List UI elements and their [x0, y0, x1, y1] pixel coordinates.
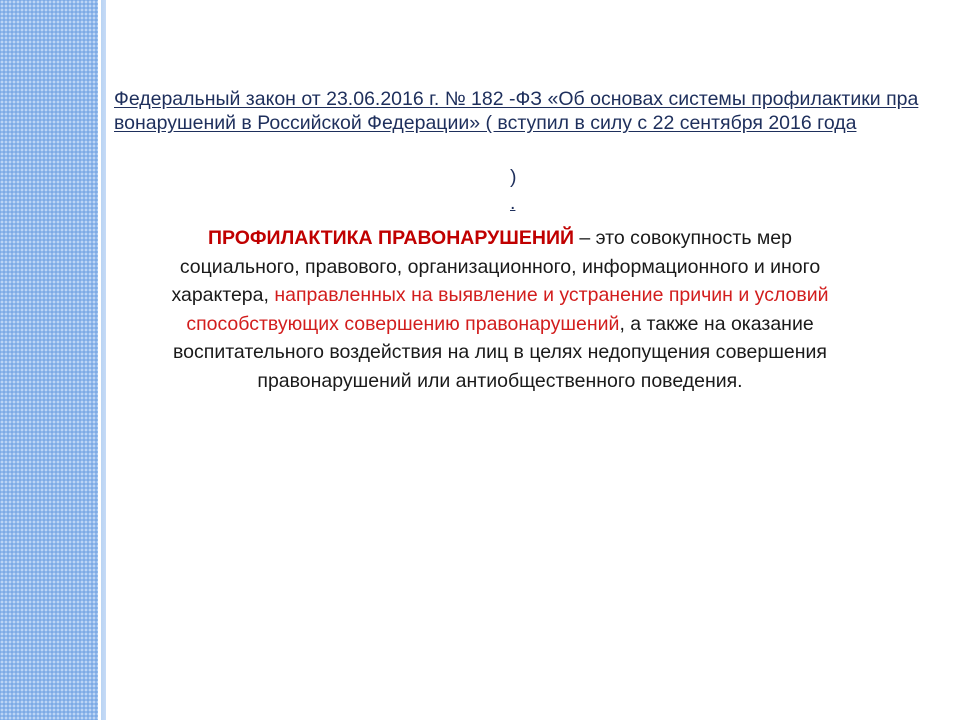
definition-paragraph: [150, 224, 850, 395]
definition-text-part2: , а также на оказание воспитательного воздействия на лиц в целях недопущения совершения правонарушений или антиобщественного поведения.: [173, 312, 827, 392]
decorative-side-panel: [0, 0, 104, 720]
side-panel-border: [98, 0, 106, 720]
definition-term: ПРОФИЛАКТИКА ПРАВОНАРУШЕНИЙ: [207, 227, 574, 249]
closing-parenthesis: ): [510, 166, 517, 188]
federal-law-link[interactable]: Федеральный закон от 23.06.2016 г. № 182 -ФЗ «Об основах системы профилактики правонарушений в Российской Федерации» ( вступил в силу с 22 сентября 2016 года: [114, 88, 919, 134]
dot-link[interactable]: .: [510, 192, 516, 214]
definition-text-part1: – это совокупность мер социального, правового, организационного, информационного и иного характера,: [171, 227, 821, 306]
definition-highlight: направленных на выявление и устранение причин и условий способствующих совершению правонарушений: [186, 284, 829, 335]
